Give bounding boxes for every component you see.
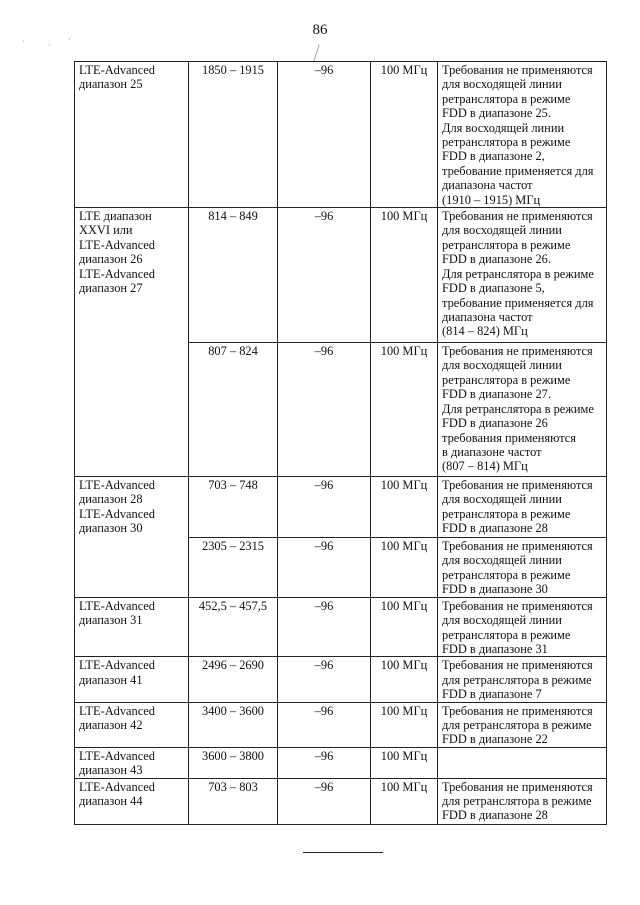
band-cell: LTE-Advanced диапазон 41 <box>75 657 189 702</box>
bandwidth-cell: 100 МГц <box>371 702 438 747</box>
frequency-cell: 2305 – 2315 <box>189 538 278 598</box>
band-cell: LTE-Advanced диапазон 25 <box>75 62 189 208</box>
band-cell: LTE-Advanced диапазон 31 <box>75 597 189 657</box>
requirement-cell: Требования не применяются для ретранслятора в режиме FDD в диапазоне 22 <box>438 702 607 747</box>
requirement-cell: Требования не применяются для восходящей линии ретранслятора в режиме FDD в диапазоне 30 <box>438 538 607 598</box>
requirement-cell: Требования не применяются для восходящей линии ретранслятора в режиме FDD в диапазоне 28 <box>438 477 607 538</box>
level-cell: –96 <box>278 208 371 343</box>
table-row <box>75 477 607 538</box>
level-cell: –96 <box>278 778 371 824</box>
band-cell: LTE-Advanced диапазон 42 <box>75 702 189 747</box>
level-cell: –96 <box>278 747 371 778</box>
bandwidth-cell: 100 МГц <box>371 597 438 657</box>
page-number: 86 <box>312 22 328 38</box>
level-cell: –96 <box>278 343 371 477</box>
requirement-cell: Требования не применяются для восходящей линии ретранслятора в режиме FDD в диапазоне 31 <box>438 597 607 657</box>
frequency-cell: 3600 – 3800 <box>189 747 278 778</box>
bandwidth-cell: 100 МГц <box>371 62 438 208</box>
requirement-cell: Требования не применяются для восходящей линии ретранслятора в режиме FDD в диапазоне 26. Для ретранслятора в режиме FDD в диапазоне 5, требование применяется для диапазона частот (814 – 824) МГц <box>438 208 607 343</box>
table-row <box>75 208 607 343</box>
table-row <box>75 597 607 657</box>
frequency-cell: 1850 – 1915 <box>189 62 278 208</box>
band-cell: LTE-Advanced диапазон 44 <box>75 778 189 824</box>
frequency-cell: 3400 – 3600 <box>189 702 278 747</box>
frequency-cell: 452,5 – 457,5 <box>189 597 278 657</box>
scan-artifact <box>313 44 320 61</box>
bandwidth-cell: 100 МГц <box>371 208 438 343</box>
table-row <box>75 62 607 208</box>
frequency-cell: 703 – 748 <box>189 477 278 538</box>
requirement-cell: Требования не применяются для ретранслятора в режиме FDD в диапазоне 7 <box>438 657 607 702</box>
level-cell: –96 <box>278 62 371 208</box>
table-row <box>75 778 607 824</box>
band-cell: LTE-Advanced диапазон 43 <box>75 747 189 778</box>
band-cell: LTE-Advanced диапазон 28 LTE-Advanced диапазон 30 <box>75 477 189 598</box>
level-cell: –96 <box>278 597 371 657</box>
level-cell: –96 <box>278 538 371 598</box>
bandwidth-cell: 100 МГц <box>371 747 438 778</box>
requirement-cell <box>438 747 607 778</box>
requirement-cell: Требования не применяются для восходящей линии ретранслятора в режиме FDD в диапазоне 25. Для восходящей линии ретранслятора в режиме FDD в диапазоне 2, требование применяется для диапазона частот (1910 – 1915) МГц <box>438 62 607 208</box>
bandwidth-cell: 100 МГц <box>371 657 438 702</box>
table-row <box>75 657 607 702</box>
frequency-cell: 807 – 824 <box>189 343 278 477</box>
scan-artifact: · <box>48 40 51 50</box>
spec-table <box>74 61 607 825</box>
frequency-cell: 814 – 849 <box>189 208 278 343</box>
requirement-cell: Требования не применяются для восходящей линии ретранслятора в режиме FDD в диапазоне 27. Для ретранслятора в режиме FDD в диапазоне 26 требования применяются в диапазоне частот (807 – 814) МГц <box>438 343 607 477</box>
table-row <box>75 702 607 747</box>
level-cell: –96 <box>278 477 371 538</box>
table-row <box>75 747 607 778</box>
level-cell: –96 <box>278 702 371 747</box>
bandwidth-cell: 100 МГц <box>371 778 438 824</box>
bandwidth-cell: 100 МГц <box>371 538 438 598</box>
frequency-cell: 703 – 803 <box>189 778 278 824</box>
scan-artifact: · <box>22 36 25 46</box>
level-cell: –96 <box>278 657 371 702</box>
band-cell: LTE диапазон XXVI или LTE-Advanced диапазон 26 LTE-Advanced диапазон 27 <box>75 208 189 477</box>
scan-artifact: · <box>68 34 71 44</box>
frequency-cell: 2496 – 2690 <box>189 657 278 702</box>
footer-rule <box>303 852 383 853</box>
bandwidth-cell: 100 МГц <box>371 343 438 477</box>
bandwidth-cell: 100 МГц <box>371 477 438 538</box>
requirement-cell: Требования не применяются для ретранслятора в режиме FDD в диапазоне 28 <box>438 778 607 824</box>
